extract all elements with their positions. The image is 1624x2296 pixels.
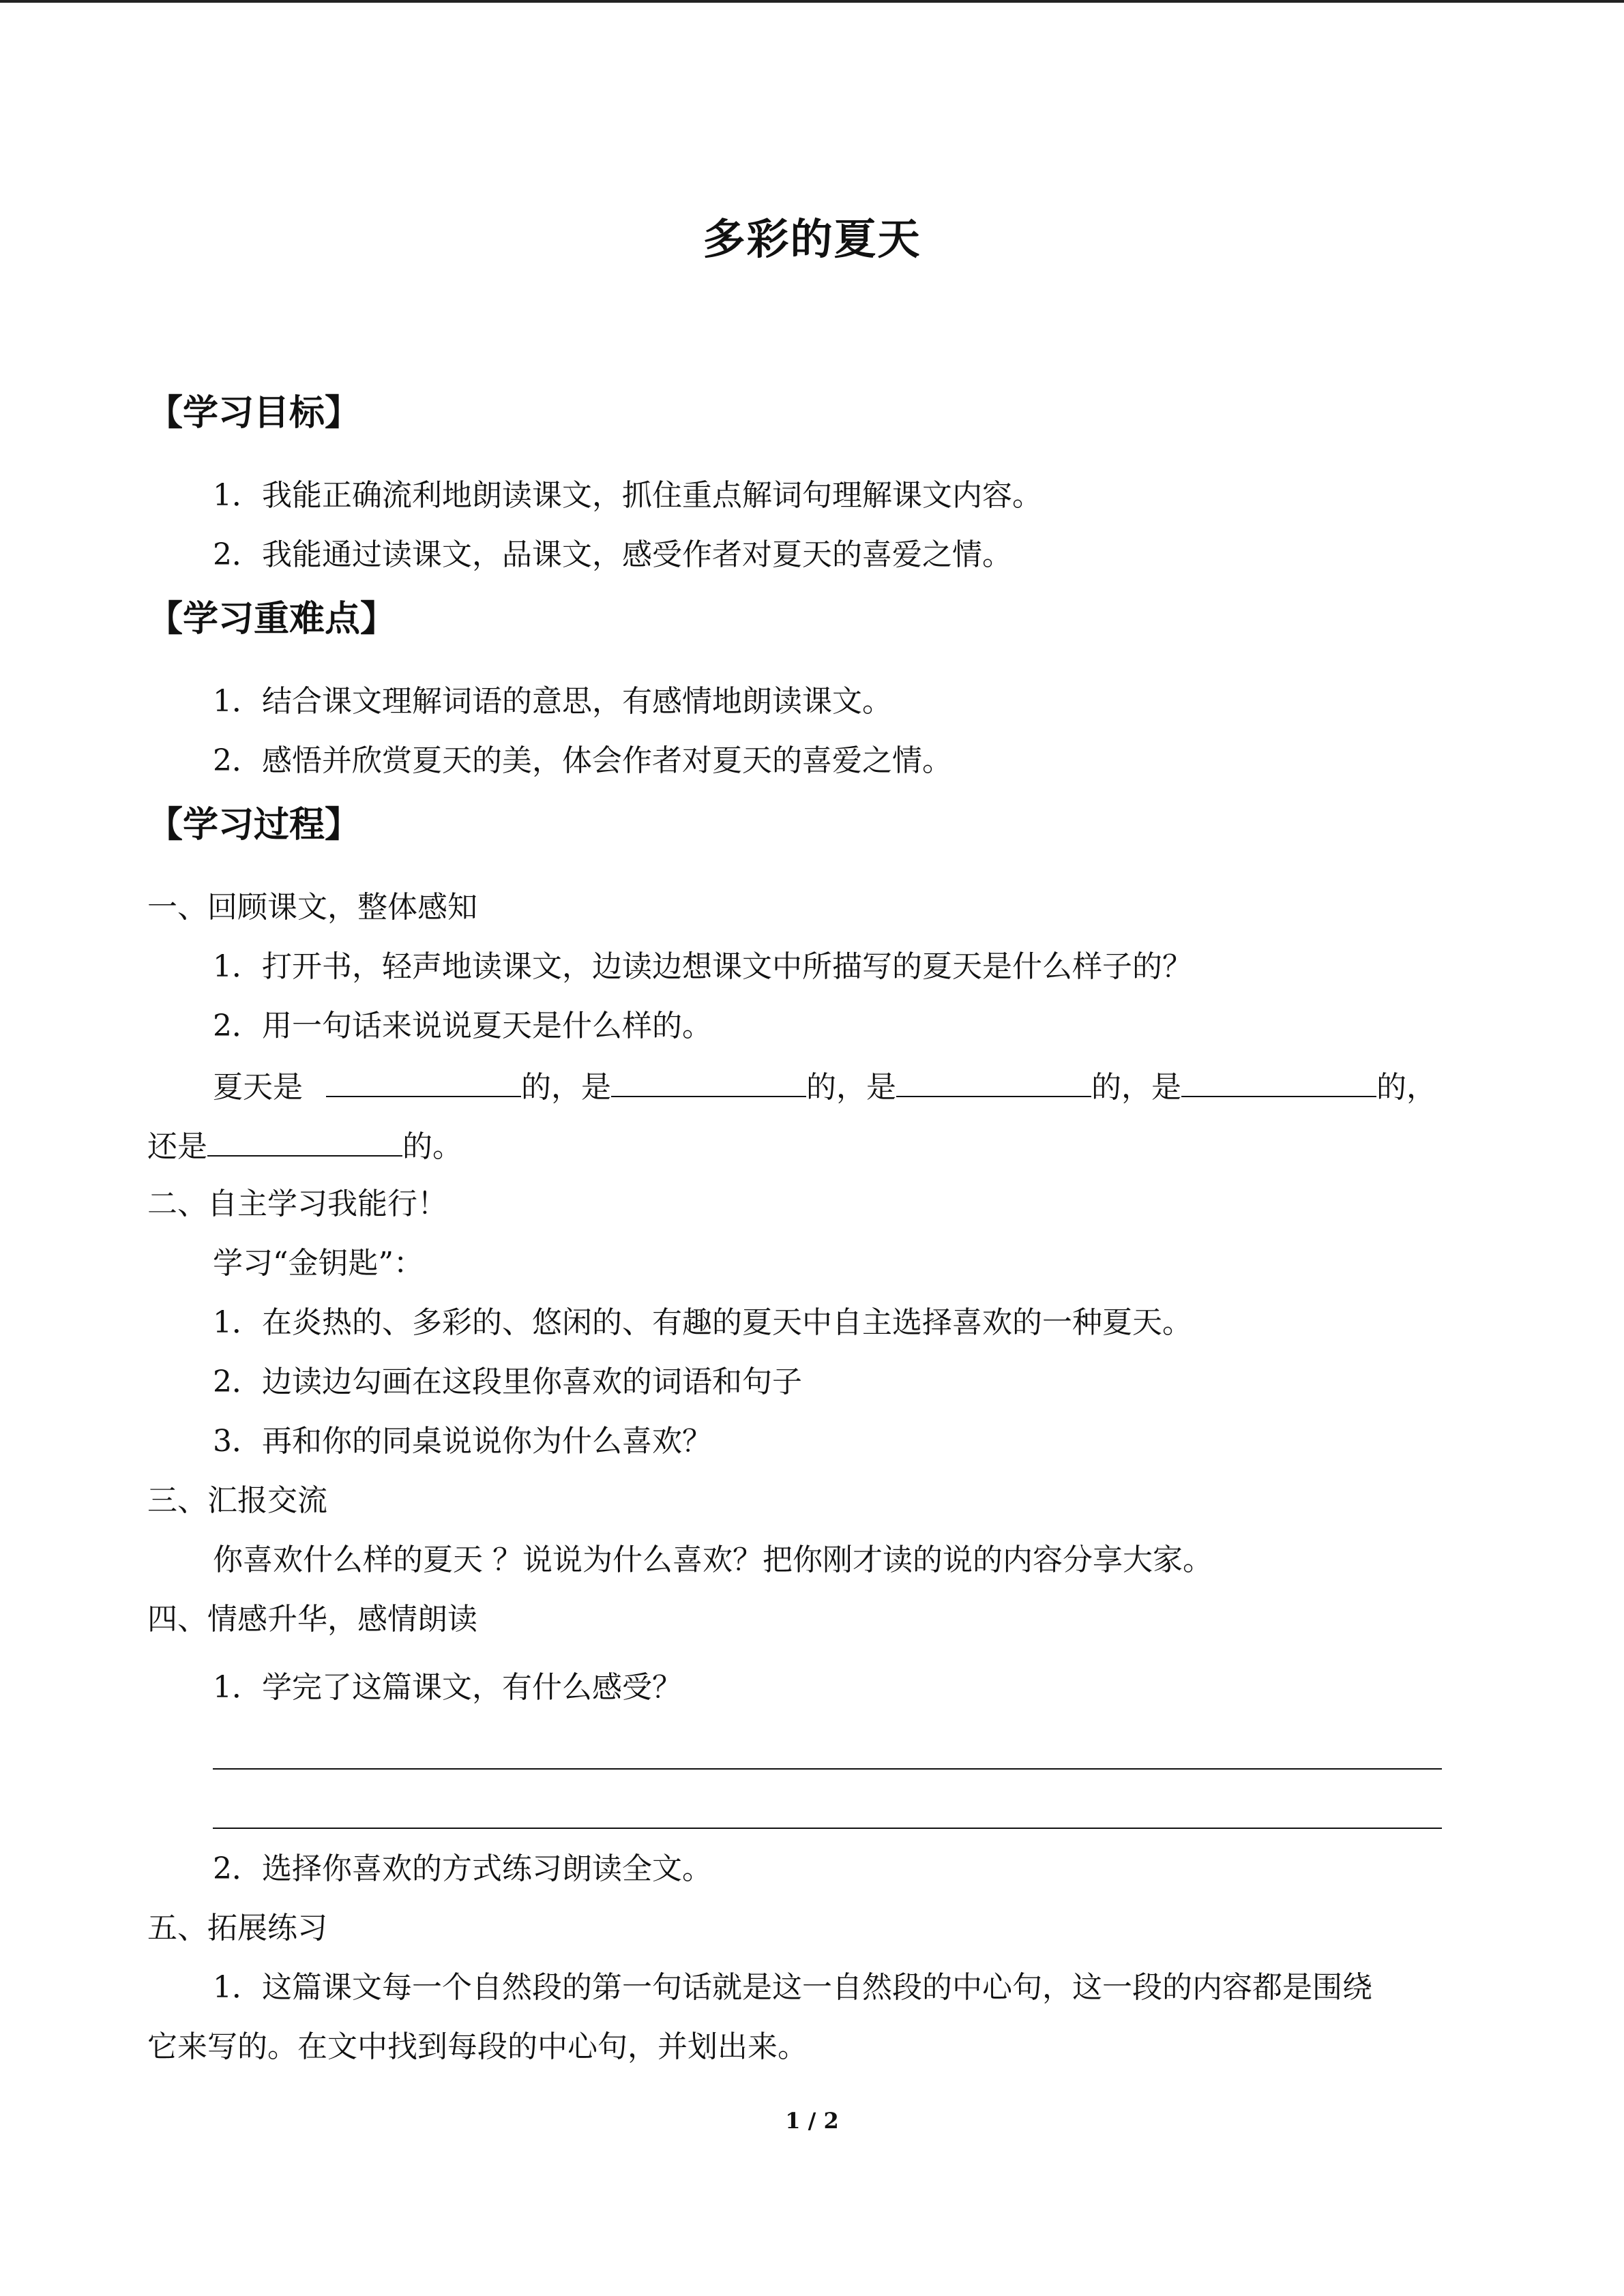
page-top-border	[0, 0, 1624, 3]
section-3-title: 三、汇报交流	[147, 1483, 327, 1518]
fill-blank-line-2	[147, 1121, 462, 1171]
section-2-item-2: 2．边读边勾画在这段里你喜欢的词语和句子	[213, 1365, 802, 1399]
fill-blank-line-1	[213, 1062, 1436, 1112]
key-points-heading: 【学习重难点】	[147, 599, 396, 640]
section-2-title: 二、自主学习我能行！	[147, 1187, 447, 1221]
section-5-item-1-line-2: 它来写的。在文中找到每段的中心句，并划出来。	[147, 2029, 808, 2064]
section-5-item-1-line-1: 1．这篇课文每一个自然段的第一句话就是这一自然段的中心句，这一段的内容都是围绕	[213, 1970, 1372, 2005]
page-number: 1 / 2	[785, 2108, 839, 2134]
section-5-title: 五、拓展练习	[147, 1911, 327, 1945]
goal-item-2: 2．我能通过读课文，品课文，感受作者对夏天的喜爱之情。	[213, 537, 1012, 572]
section-3-text: 你喜欢什么样的夏天 ？说说为什么喜欢？把你刚才读的说的内容分享大家。	[213, 1542, 1213, 1577]
fill-end-text: 的，	[1376, 1070, 1436, 1105]
blank-3[interactable]	[896, 1062, 1091, 1097]
fill-mid-text-2: 的，是	[806, 1070, 896, 1105]
fill-start-text: 夏天是	[213, 1070, 303, 1105]
blank-2[interactable]	[611, 1062, 806, 1097]
section-2-item-3: 3．再和你的同桌说说你为什么喜欢？	[213, 1424, 712, 1459]
blank-4[interactable]	[1181, 1062, 1376, 1097]
fill-line2-end: 的。	[402, 1129, 462, 1164]
page-title: 多彩的夏天	[703, 214, 921, 264]
key-point-item-1: 1．结合课文理解词语的意思，有感情地朗读课文。	[213, 684, 892, 719]
goal-item-1: 1．我能正确流利地朗读课文，抓住重点解词句理解课文内容。	[213, 478, 1042, 513]
goals-heading: 【学习目标】	[147, 393, 361, 434]
section-4-item-2: 2．选择你喜欢的方式练习朗读全文。	[213, 1851, 712, 1886]
answer-line-2[interactable]	[213, 1828, 1442, 1829]
fill-line2-start: 还是	[147, 1129, 207, 1164]
section-2-intro: 学习“金钥匙”：	[213, 1246, 424, 1281]
fill-mid-text-3: 的，是	[1091, 1070, 1181, 1105]
blank-5[interactable]	[207, 1121, 402, 1157]
section-4-title: 四、情感升华，感情朗读	[147, 1602, 477, 1637]
blank-1[interactable]	[326, 1062, 521, 1097]
key-point-item-2: 2．感悟并欣赏夏天的美，体会作者对夏天的喜爱之情。	[213, 743, 952, 778]
section-1-item-2: 2．用一句话来说说夏天是什么样的。	[213, 1009, 712, 1043]
section-4-item-1: 1．学完了这篇课文，有什么感受？	[213, 1670, 682, 1705]
section-1-title: 一、回顾课文，整体感知	[147, 890, 477, 925]
answer-line-1[interactable]	[213, 1768, 1442, 1770]
section-2-item-1: 1．在炎热的、多彩的、悠闲的、有趣的夏天中自主选择喜欢的一种夏天。	[213, 1305, 1192, 1340]
process-heading: 【学习过程】	[147, 805, 361, 846]
fill-mid-text-1: 的，是	[521, 1070, 611, 1105]
section-1-item-1: 1．打开书，轻声地读课文，边读边想课文中所描写的夏天是什么样子的？	[213, 949, 1192, 984]
